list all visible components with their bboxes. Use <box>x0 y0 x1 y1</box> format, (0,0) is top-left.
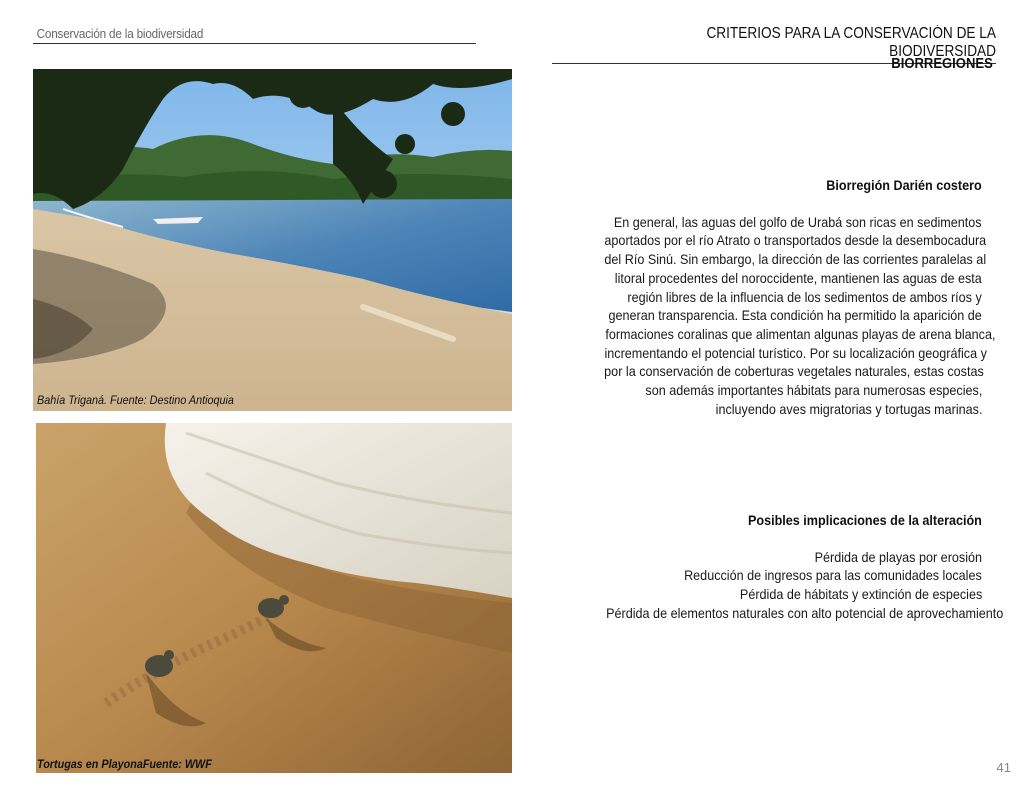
paragraph-line: son además importantes hábitats para numerosas especies, <box>645 382 982 399</box>
paragraph-line: En general, las aguas del golfo de Urabá son ricas en sedimentos <box>614 213 982 230</box>
paragraph-line: del Río Sinú. Sin embargo, la dirección de las corrientes paralelas al <box>604 251 987 268</box>
paragraph-line: aportados por el río Atrato o transportados desde la desembocadura <box>604 232 987 249</box>
beach-photo-image <box>33 69 512 411</box>
turtles-photo-caption-text: Tortugas en PlayonaFuente: WWF <box>37 757 212 771</box>
implication-item: Pérdida de hábitats y extinción de especies <box>739 586 982 603</box>
page-number: 41 <box>996 760 1011 775</box>
implication-item: Pérdida de elementos naturales con alto potencial de aprovechamiento <box>606 604 1004 621</box>
implications-section <box>562 511 1004 623</box>
section-title <box>880 56 993 72</box>
paragraph-line: por la conservación de coberturas vegetales naturales, estas costas <box>604 363 984 380</box>
section-title-text: BIORREGIONES <box>891 56 993 72</box>
darien-heading: Biorregión Darién costero <box>826 177 982 193</box>
running-header-left-text: Conservación de la biodiversidad <box>36 26 204 41</box>
spacer <box>562 195 982 213</box>
paragraph-line: litoral procedentes del noroccidente, mantienen las aguas de esta <box>614 269 982 286</box>
turtles-photo <box>36 423 512 773</box>
paragraph-line: formaciones coralinas que alimentan algunas playas de arena blanca, <box>605 325 996 342</box>
implication-item: Pérdida de playas por erosión <box>814 548 982 565</box>
paragraph-line: incrementando el potencial turístico. Por su localización geográfica y <box>604 344 987 361</box>
implication-item: Reducción de ingresos para las comunidades locales <box>684 567 982 584</box>
beach-photo-caption <box>37 393 256 407</box>
running-header-right-text: CRITERIOS PARA LA CONSERVACIÓN DE LA BIODIVERSIDAD <box>706 25 996 60</box>
beach-photo <box>33 69 512 411</box>
running-header-left <box>33 26 476 44</box>
implications-heading: Posibles implicaciones de la alteración <box>748 512 982 528</box>
darien-section <box>562 176 996 418</box>
turtles-photo-caption <box>37 757 231 771</box>
beach-photo-caption-text: Bahía Triganá. Fuente: Destino Antioquia <box>37 393 234 407</box>
spacer <box>562 530 982 548</box>
paragraph-line: generan transparencia. Esta condición ha permitido la aparición de <box>608 307 982 324</box>
paragraph-line: región libres de la influencia de los sedimentos de ambos ríos y <box>627 288 982 305</box>
paragraph-line: incluyendo aves migratorias y tortugas marinas. <box>715 400 982 417</box>
turtles-photo-image <box>36 423 512 773</box>
